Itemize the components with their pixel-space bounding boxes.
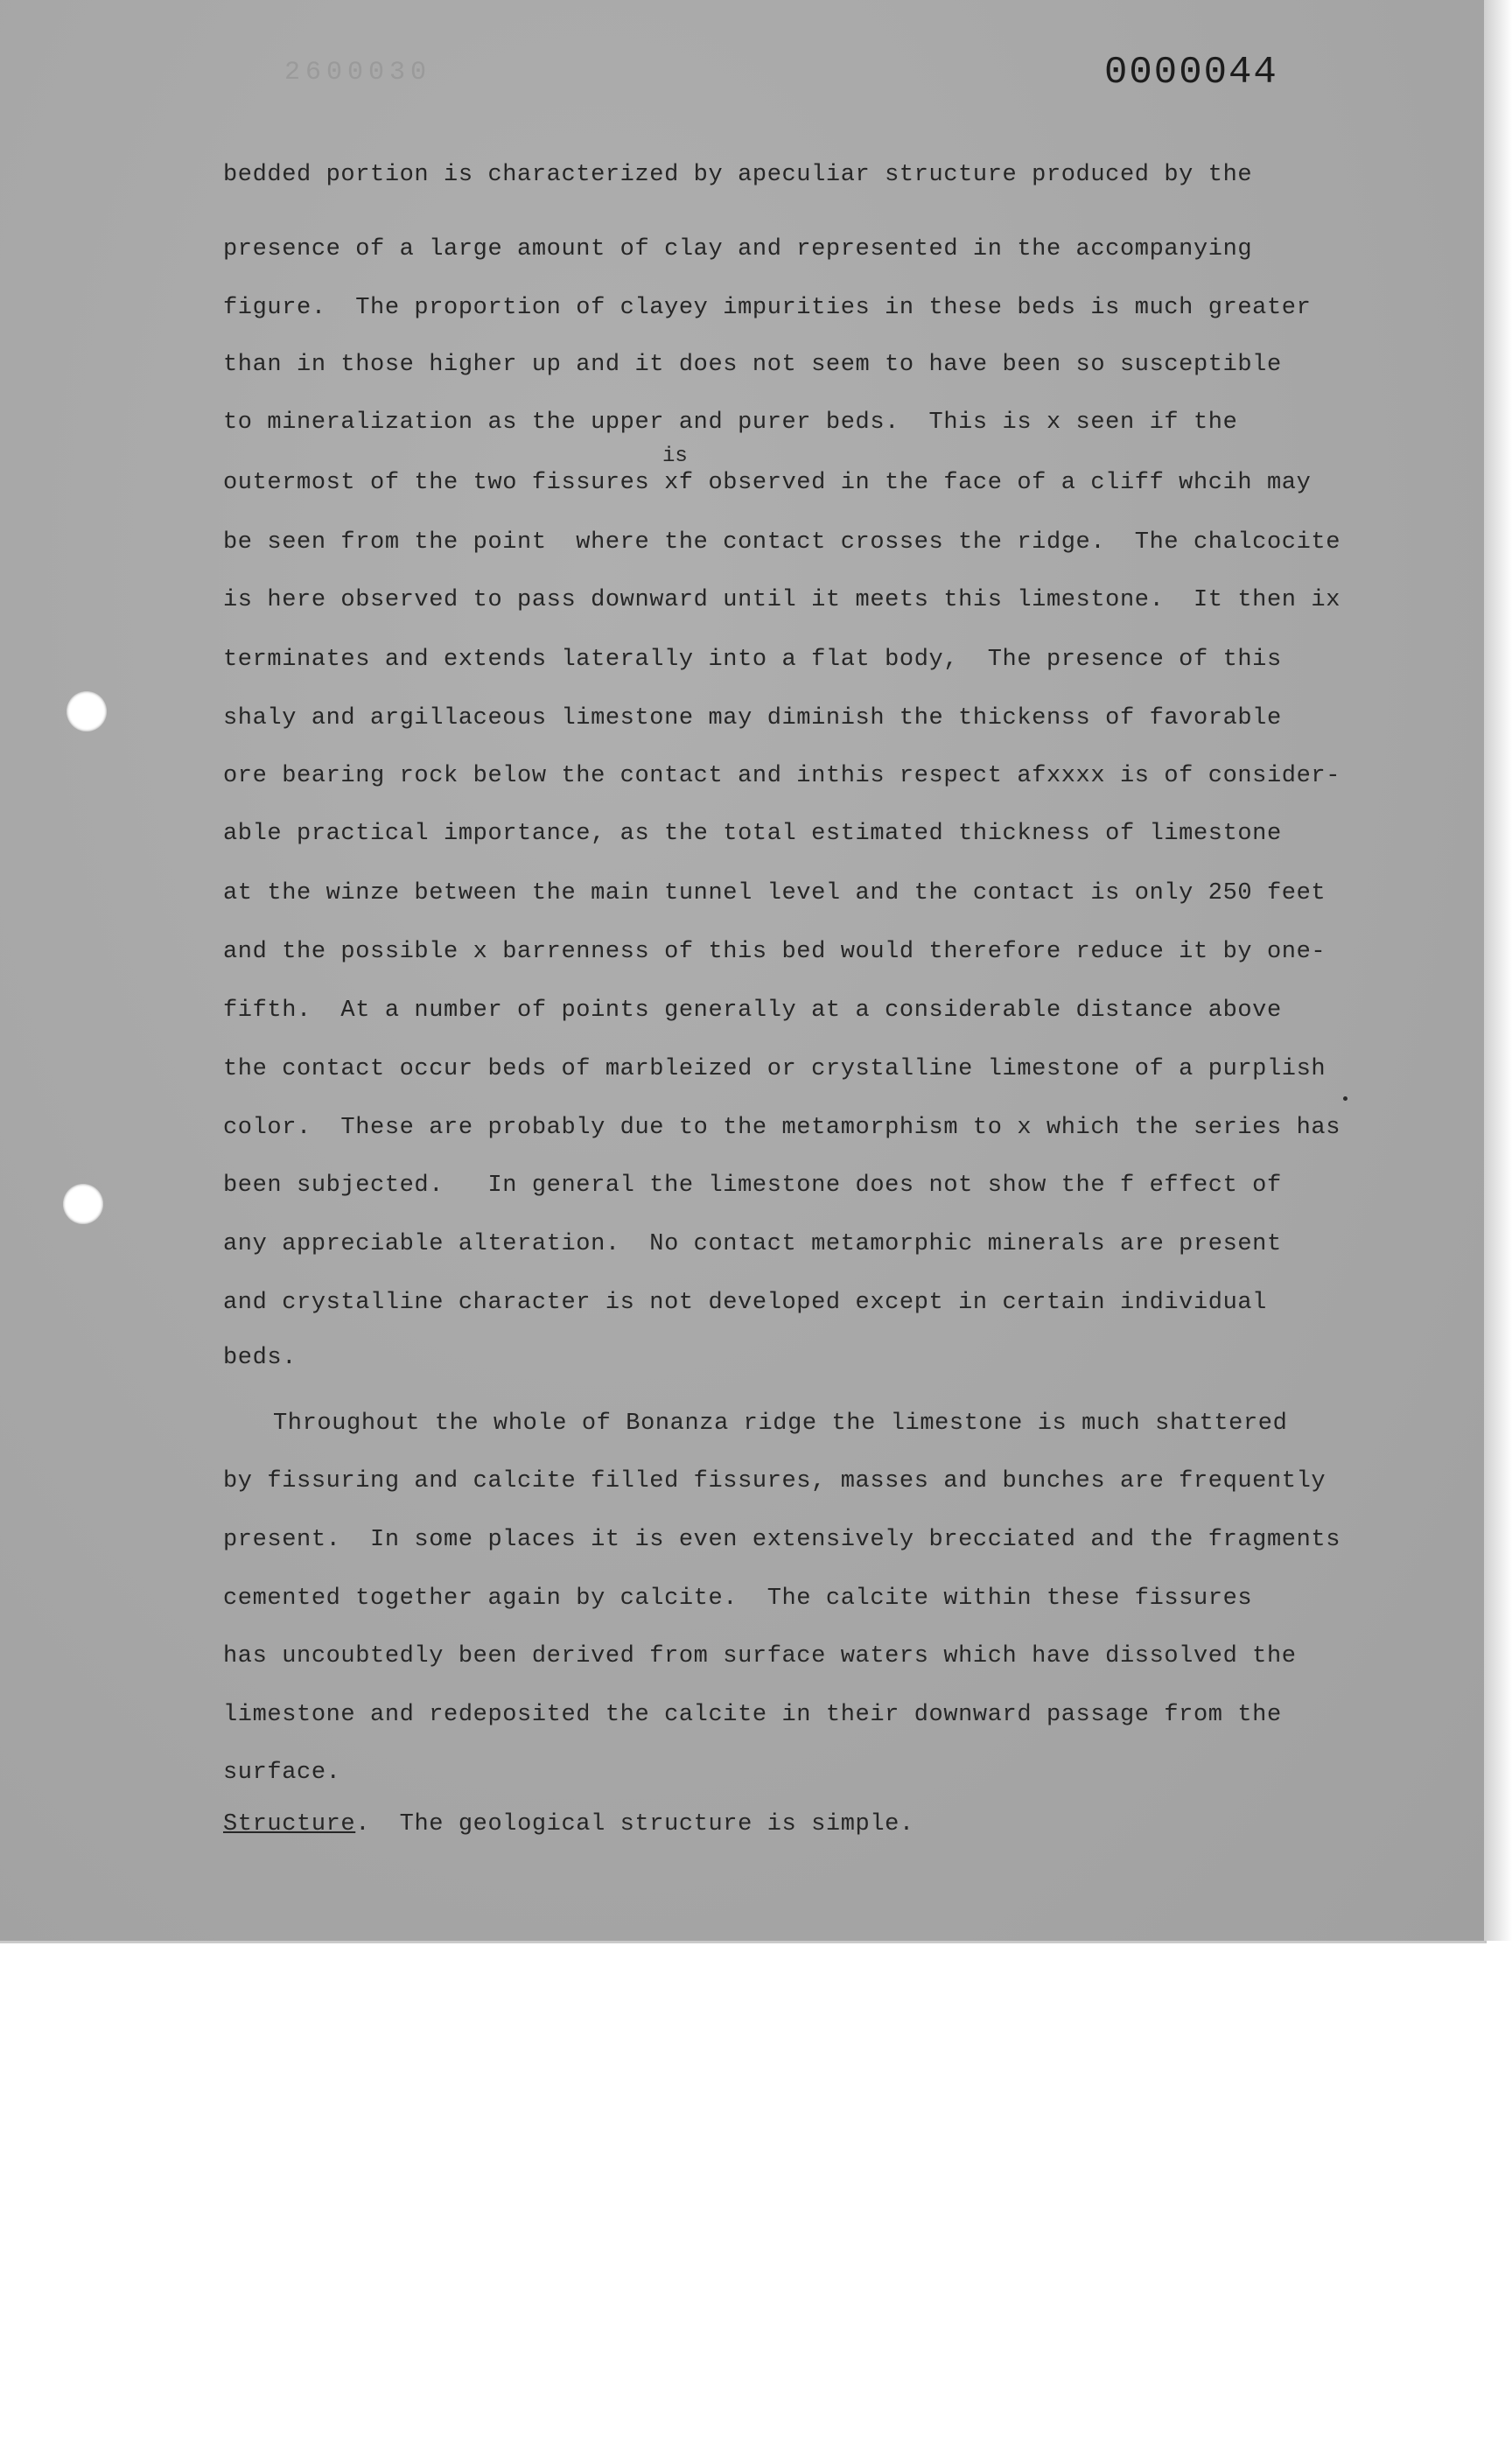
text-line: Throughout the whole of Bonanza ridge the limestone is much shattered	[273, 1410, 1288, 1437]
text-line: beds.	[223, 1345, 298, 1371]
text-line: has uncoubtedly been derived from surface waters which have dissolved the	[223, 1643, 1297, 1670]
text-line: surface.	[223, 1760, 341, 1786]
text-line: than in those higher up and it does not seem to have been so susceptible	[223, 352, 1282, 378]
text-line: to mineralization as the upper and purer beds. This is x seen if the	[223, 410, 1238, 436]
text-line: limestone and redeposited the calcite in their downward passage from the	[223, 1702, 1282, 1728]
section-heading: Structure	[223, 1811, 356, 1838]
text-line: bedded portion is characterized by apeculiar structure produced by the	[223, 162, 1253, 188]
page-edge	[1484, 0, 1512, 1941]
punch-hole-top	[66, 691, 107, 732]
text-line: and crystalline character is not developed except in certain individual	[223, 1290, 1267, 1316]
text-line: by fissuring and calcite filled fissures, masses and bunches are frequently	[223, 1468, 1326, 1494]
text-line: ore bearing rock below the contact and inthis respect afxxxx is of consider-	[223, 763, 1340, 789]
text-line: presence of a large amount of clay and represented in the accompanying	[223, 236, 1253, 262]
handwritten-insert: is	[662, 444, 688, 468]
bleed-through-number: 2600030	[284, 58, 432, 88]
text-line: outermost of the two fissures xf observed in the face of a cliff whcih may	[223, 470, 1312, 496]
text-line: present. In some places it is even extensively brecciated and the fragments	[223, 1527, 1340, 1553]
text-line: and the possible x barrenness of this bed would therefore reduce it by one-	[223, 939, 1326, 965]
text-line: been subjected. In general the limestone does not show the f effect of	[223, 1172, 1282, 1199]
text-line: is here observed to pass downward until it meets this limestone. It then ix	[223, 587, 1340, 613]
text-line: the contact occur beds of marbleized or crystalline limestone of a purplish	[223, 1056, 1326, 1082]
punch-hole-bottom	[63, 1184, 103, 1224]
text-line: any appreciable alteration. No contact metamorphic minerals are present	[223, 1231, 1282, 1257]
text-line: figure. The proportion of clayey impurities in these beds is much greater	[223, 295, 1312, 321]
section-text: . The geological structure is simple.	[355, 1811, 914, 1838]
structure-line	[223, 1811, 914, 1838]
text-line: terminates and extends laterally into a flat body, The presence of this	[223, 647, 1282, 673]
text-line: cemented together again by calcite. The calcite within these fissures	[223, 1586, 1253, 1612]
page-number: 0000044	[1104, 51, 1278, 94]
text-line: fifth. At a number of points generally at a considerable distance above	[223, 998, 1282, 1024]
text-line: able practical importance, as the total estimated thickness of limestone	[223, 821, 1282, 847]
text-line: at the winze between the main tunnel level and the contact is only 250 feet	[223, 880, 1326, 906]
ink-speck	[1343, 1096, 1348, 1101]
text-line: be seen from the point where the contact crosses the ridge. The chalcocite	[223, 529, 1340, 556]
text-line: color. These are probably due to the metamorphism to x which the series has	[223, 1115, 1340, 1141]
text-line: shaly and argillaceous limestone may diminish the thickenss of favorable	[223, 705, 1282, 732]
